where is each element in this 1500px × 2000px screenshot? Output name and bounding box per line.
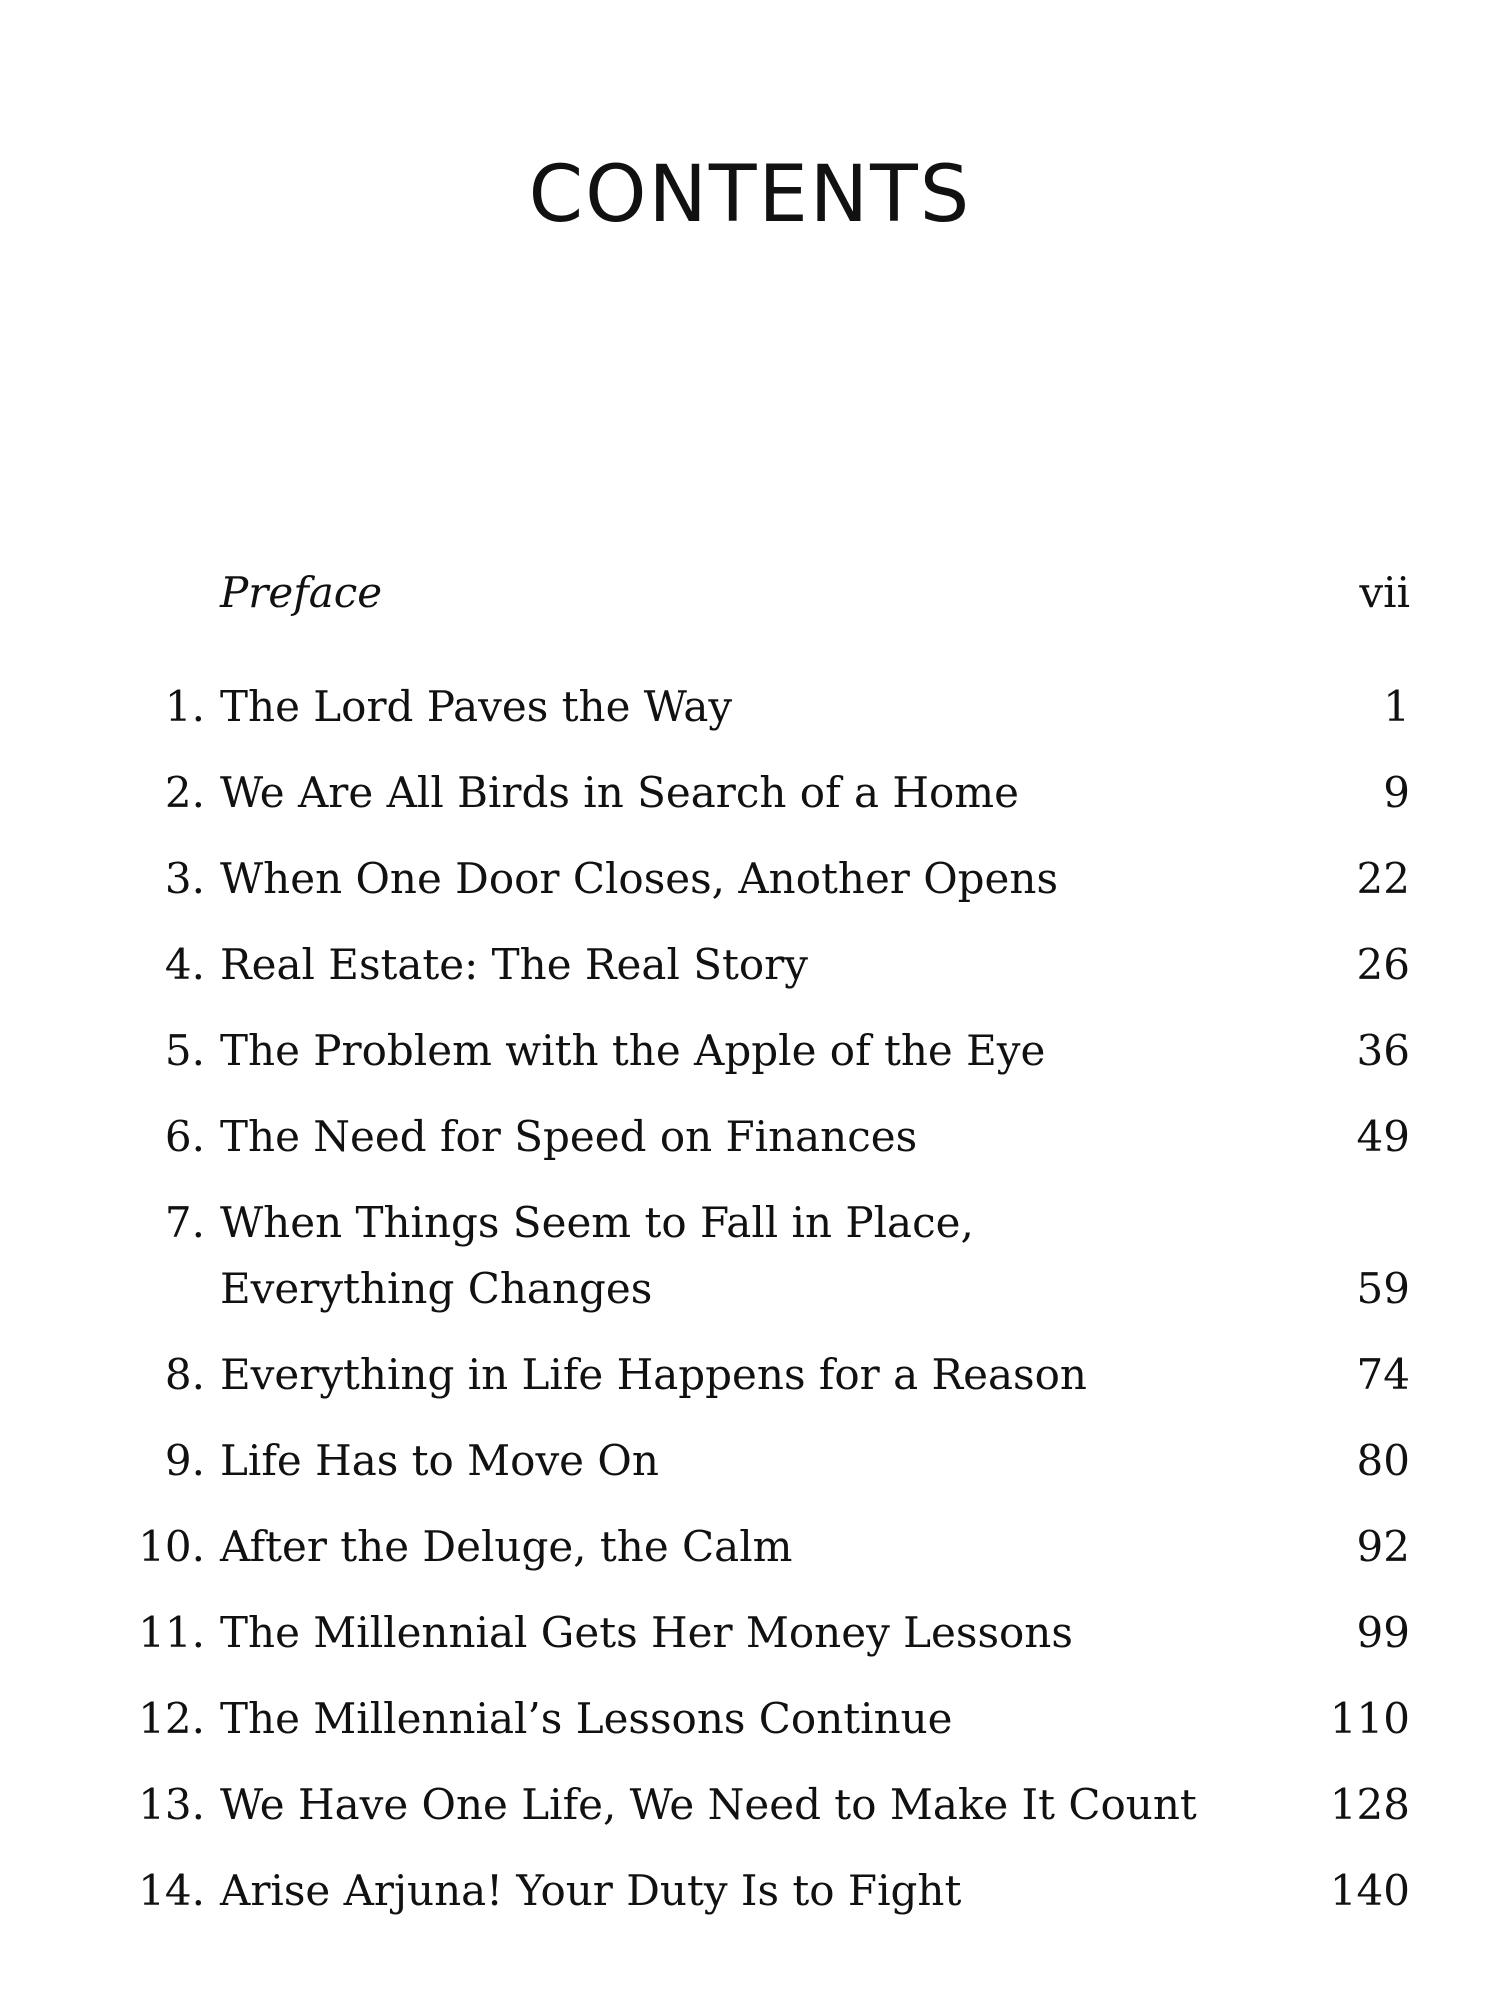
page-title: CONTENTS [528, 150, 972, 240]
toc-entry[interactable] [110, 1600, 1410, 1666]
toc-entry[interactable] [110, 1858, 1410, 1924]
toc-entry-page: 80 [1356, 1436, 1410, 1485]
toc-entry-title: The Problem with the Apple of the Eye [220, 1026, 1046, 1075]
toc-entry-title: After the Deluge, the Calm [220, 1522, 793, 1571]
toc-entry-page: 74 [1356, 1350, 1410, 1399]
toc-entry-number: 5. [164, 1026, 205, 1075]
toc-entry[interactable] [110, 1104, 1410, 1170]
toc-entry-number: 3. [164, 854, 205, 903]
toc-entry-page: 92 [1356, 1522, 1410, 1571]
toc-entry-page: 59 [1356, 1264, 1410, 1313]
toc-entry-number: 1. [164, 682, 205, 731]
toc-entry-title: Life Has to Move On [220, 1436, 659, 1485]
toc-entry-number: 8. [164, 1350, 205, 1399]
toc-entry-page: 99 [1356, 1608, 1410, 1657]
toc-entry-page: 36 [1356, 1026, 1410, 1075]
toc-entry-number: 14. [138, 1866, 205, 1915]
toc-entry-title: When Things Seem to Fall in Place, Everything Changes [220, 1198, 974, 1313]
toc-entry-title: Preface [220, 568, 383, 617]
toc-entry[interactable] [110, 760, 1410, 826]
toc-entry-number: 6. [164, 1112, 205, 1161]
toc-entry-page: 140 [1329, 1866, 1410, 1915]
toc-entry-title: The Need for Speed on Finances [220, 1112, 918, 1161]
toc-entry-title: Arise Arjuna! Your Duty Is to Fight [220, 1866, 962, 1915]
toc-entry[interactable] [110, 1686, 1410, 1752]
toc-entry-title: We Have One Life, We Need to Make It Count [220, 1780, 1197, 1829]
toc-entry-page: 9 [1383, 768, 1410, 817]
toc-entry[interactable] [110, 1428, 1410, 1494]
toc-entry-preface[interactable] [110, 560, 1410, 626]
toc-entry[interactable] [110, 674, 1410, 740]
toc-entry-number: 9. [164, 1436, 205, 1485]
toc-entry-page: vii [1359, 568, 1410, 617]
toc-entry-page: 26 [1356, 940, 1410, 989]
toc-entry[interactable] [110, 1190, 1410, 1322]
toc-entry-page: 1 [1383, 682, 1410, 731]
toc-entry-number: 7. [164, 1198, 205, 1247]
toc-entry-page: 110 [1329, 1694, 1410, 1743]
toc-entry-number: 11. [138, 1608, 205, 1657]
toc-entry[interactable] [110, 1018, 1410, 1084]
toc-entry-title: The Millennial’s Lessons Continue [220, 1694, 953, 1743]
toc-entry-number: 13. [138, 1780, 205, 1829]
toc-entry[interactable] [110, 1772, 1410, 1838]
toc-entry-page: 49 [1356, 1112, 1410, 1161]
toc-entry[interactable] [110, 932, 1410, 998]
toc-entry-title: The Millennial Gets Her Money Lessons [220, 1608, 1073, 1657]
toc-entry[interactable] [110, 1342, 1410, 1408]
toc-entry-number: 12. [138, 1694, 205, 1743]
toc-entry-number: 2. [164, 768, 205, 817]
toc-entry-title: The Lord Paves the Way [220, 682, 733, 731]
table-of-contents [110, 560, 1410, 1944]
toc-entry-page: 128 [1329, 1780, 1410, 1829]
toc-entry-number: 10. [138, 1522, 205, 1571]
toc-entry[interactable] [110, 846, 1410, 912]
toc-entry-title: Everything in Life Happens for a Reason [220, 1350, 1087, 1399]
toc-entry-title: Real Estate: The Real Story [220, 940, 808, 989]
toc-entry[interactable] [110, 1514, 1410, 1580]
toc-entry-title: We Are All Birds in Search of a Home [220, 768, 1019, 817]
toc-entry-number: 4. [164, 940, 205, 989]
toc-entry-title: When One Door Closes, Another Opens [220, 854, 1059, 903]
toc-entry-page: 22 [1356, 854, 1410, 903]
